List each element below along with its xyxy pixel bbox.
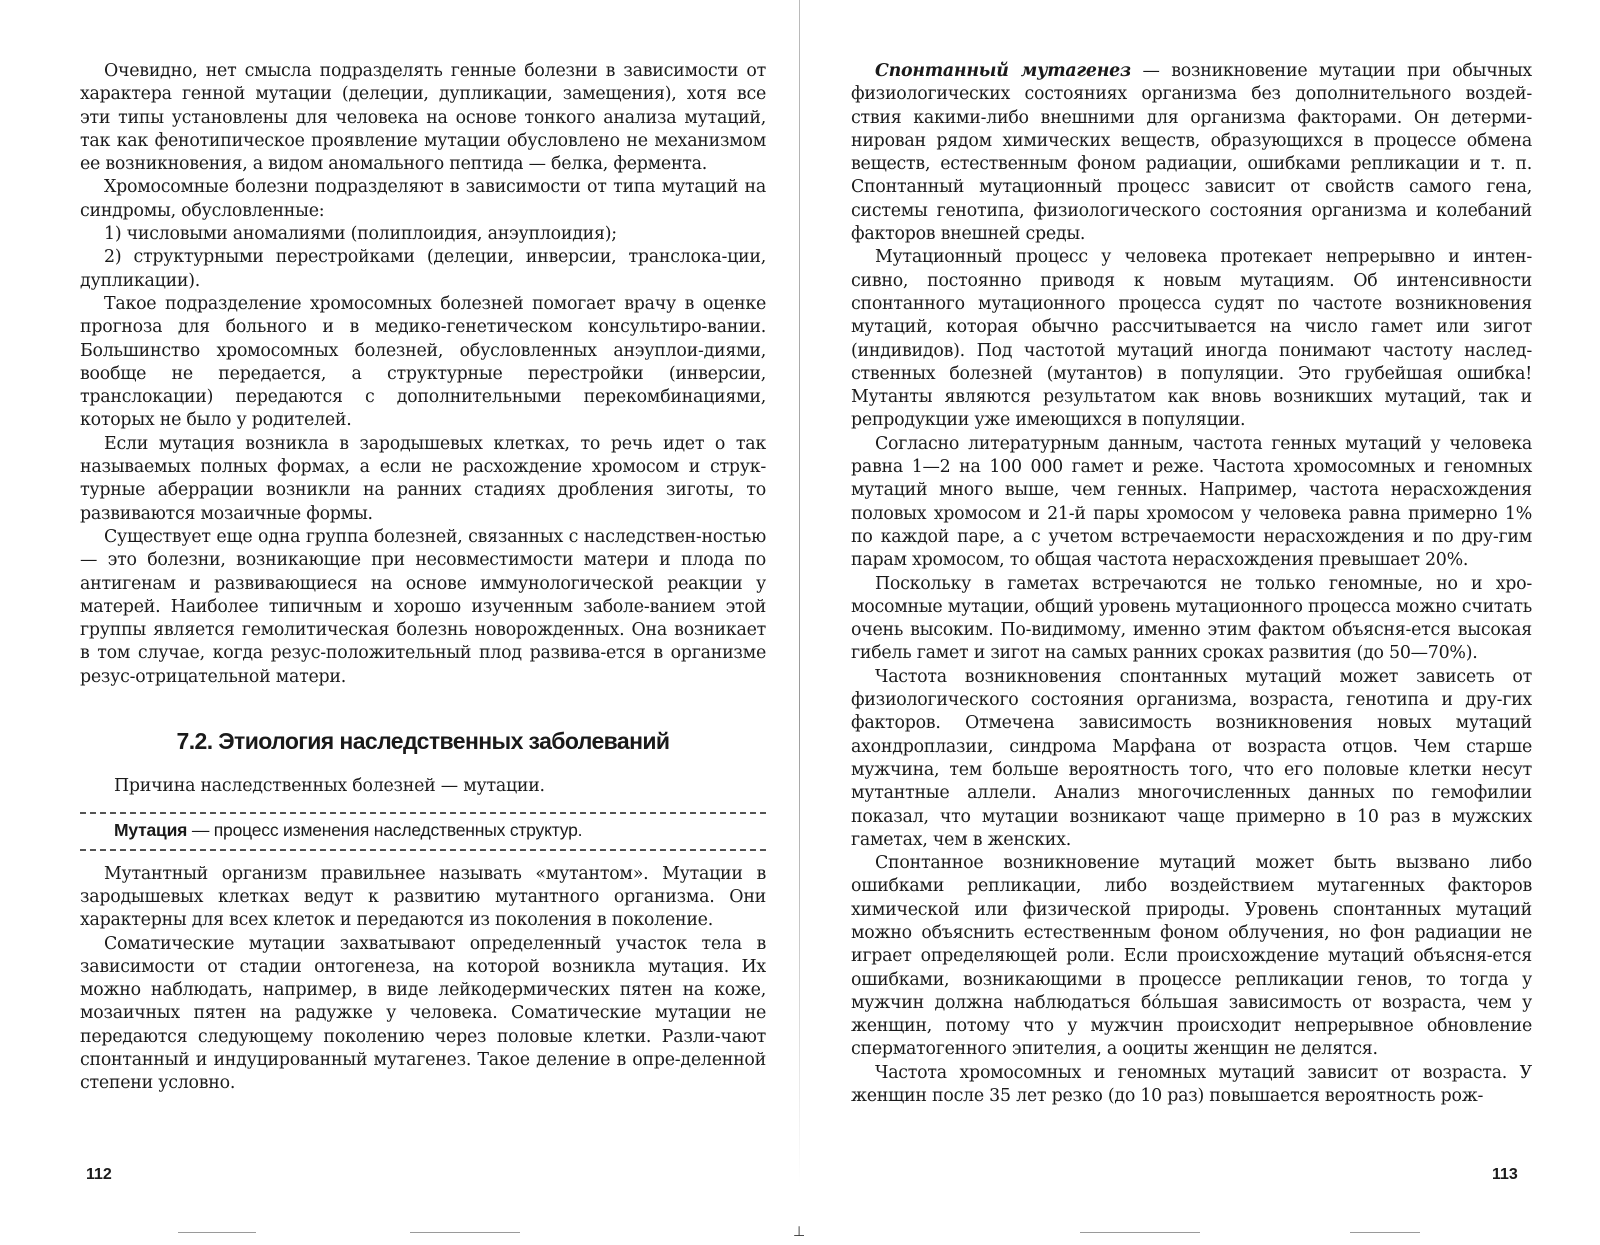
right-page <box>851 60 1532 1108</box>
paragraph: Очевидно, нет смысла подразделять генные болезни в зависимости от характера генной мутации (делеции, дупликации, замещения), хотя все эти типы установлены для человека на основе тонкого анализа мутаций, так как фенотипическое проявление мутации обусловлено не механизмом ее возникновения, а видом аномального пептида — белка, фермента. <box>80 61 766 175</box>
paragraph: Поскольку в гаметах встречаются не только геномные, но и хро-мосомные мутации, общий уровень мутационного процесса можно считать очень высоким. По-видимому, именно этим фактом объясня-ется высокая гибель гамет и зигот на самых ранних сроках развития (до 50—70%). <box>851 573 1533 664</box>
paragraph: Мутантный организм правильнее называть «мутантом». Мутации в зародышевых клетках ведут к развитию мутантного организма. Они характерны для всех клеток и передаются из поколения в поколение. <box>80 863 766 931</box>
page-number-right: 113 <box>1492 1166 1518 1183</box>
book-gutter <box>799 0 800 1185</box>
paragraph: Существует еще одна группа болезней, связанных с наследствен-ностью — это болезни, возникающие при несовместимости матери и плода по антигенам и развивающиеся на основе иммунологической реакции у матерей. Наиболее типичным и хорошо изученным заболе-ванием этой группы является гемолитическая болезнь новорожденных. Она возникает в том случае, когда резус-положительный плод развива-ется в организме резус-отрицательной матери. <box>80 526 766 687</box>
term-spontaneous-mutagenesis: Спонтанный мутагенез <box>875 61 1131 81</box>
left-page <box>80 60 766 1096</box>
definition-text: — процесс изменения наследственных структур. <box>187 820 583 841</box>
paragraph: Спонтанное возникновение мутаций может быть вызвано либо ошибками репликации, либо воздействием мутагенных факторов химической или физической природы. Уровень спонтанных мутаций можно объяснить естественным фоном облучения, но фон радиации не играет определяющей роли. Если происхождение мутаций объясня-ется ошибками, возникающими в процессе репликации генов, то тогда у мужчин должна наблюдаться бо́льшая зависимость от возраста, чем у женщин, потому что у мужчин происходит непрерывное обновление сперматогенного эпителия, а ооциты женщин не делятся. <box>851 853 1532 1060</box>
paragraph: Такое подразделение хромосомных болезней помогает врачу в оценке прогноза для больного и в медико-генетическом консультиро-вании. Большинство хромосомных болезней, обусловленных анэуплои-диями, вообще не передается, а структурные перестройки (инверсии, транслокации) передаются с дополнительными перекомбинациями, которых не было у родителей. <box>80 293 766 431</box>
paragraph: Согласно литературным данным, частота генных мутаций у человека равна 1—2 на 100 000 гамет и реже. Частота хромосомных и геномных мутаций много выше, чем генных. Например, частота нерасхождения половых хромосом и 21-й пары хромосом у человека равна примерно 1% по каждой паре, а с учетом встречаемости нерасхождения и по дру-гим парам хромосом, то общая частота нерасхождения превышает 20%. <box>851 433 1532 571</box>
cause-statement: Причина наследственных болезней — мутации. <box>114 776 545 797</box>
list-item: 2) структурными перестройками (делеции, инверсии, транслока-ции, дупликации). <box>80 247 766 291</box>
page-number-left: 112 <box>86 1166 112 1183</box>
edge-mark <box>410 1232 520 1233</box>
definition-term: Мутация <box>114 820 188 841</box>
definition-box <box>80 812 766 850</box>
paragraph: Если мутация возникла в зародышевых клетках, то речь идет о так называемых полных формах, а если не расхождение хромосом и струк-турные аберрации возникли на ранних стадиях дробления зиготы, то развиваются мозаичные формы. <box>80 433 766 524</box>
edge-mark <box>1350 1232 1420 1233</box>
paragraph: Соматические мутации захватывают определенный участок тела в зависимости от стадии онтогенеза, на которой возникла мутация. Их можно наблюдать, например, в виде лейкодермических пятен на коже, мозаичных пятен на радужке у человека. Соматические мутации не передаются следующему поколению через половые клетки. Разли-чают спонтанный и индуцированный мутагенез. Такое деление в опре-деленной степени условно. <box>80 933 766 1094</box>
paragraph: Мутационный процесс у человека протекает непрерывно и интен-сивно, постоянно приводя к новым мутациям. Об интенсивности спонтанного мутационного процесса судят по частоте возникновения мутаций, которая обычно рассчитывается на число гамет или зигот (индивидов). Под частотой мутаций иногда понимают частоту наслед-ственных болезней (мутантов) в популяции. Это грубейшая ошибка! Мутанты являются результатом как вновь возникших мутаций, так и репродукции уже имеющихся в популяции. <box>851 247 1532 431</box>
list-item: 1) числовыми аномалиями (полиплоидия, анэуплоидия); <box>104 224 617 245</box>
edge-mark <box>1080 1232 1200 1233</box>
paragraph: Частота хромосомных и геномных мутаций зависит от возраста. У женщин после 35 лет резко (до 10 раз) повышается вероятность рож- <box>851 1062 1532 1107</box>
paragraph: Частота возникновения спонтанных мутаций может зависеть от физиологического состояния организма, возраста, генотипа и дру-гих факторов. Отмечена зависимость возникновения новых мутаций ахондроплазии, синдрома Марфана от возраста отцов. Чем старше мужчина, тем больше вероятность того, что его половые клетки несут мутантные аллели. Анализ многочисленных данных по гемофилии показал, что мутации возникают чаще примерно в 10 раз в мужских гаметах, чем в женских. <box>851 666 1532 850</box>
paragraph <box>851 60 1532 246</box>
edge-mark <box>178 1232 256 1233</box>
paragraph: Хромосомные болезни подразделяют в зависимости от типа мутаций на синдромы, обусловленные: <box>80 177 766 221</box>
paragraph-text: — возникновение мутации при обычных физиологических состояниях организма без дополнительного воздей-ствия какими-либо внешними для организма факторами. Он детерми-нирован рядом химических веществ, образующихся в процессе обмена веществ, естественным фоном радиации, ошибками репликации и т. п. Спонтанный мутационный процесс зависит от свойств самого гена, системы генотипа, физиологического состояния организма и колебаний факторов внешней среды. <box>851 61 1532 245</box>
trim-mark-icon: ⊥ <box>793 1224 806 1240</box>
section-heading: 7.2. Этиология наследственных заболеваний <box>176 728 670 755</box>
